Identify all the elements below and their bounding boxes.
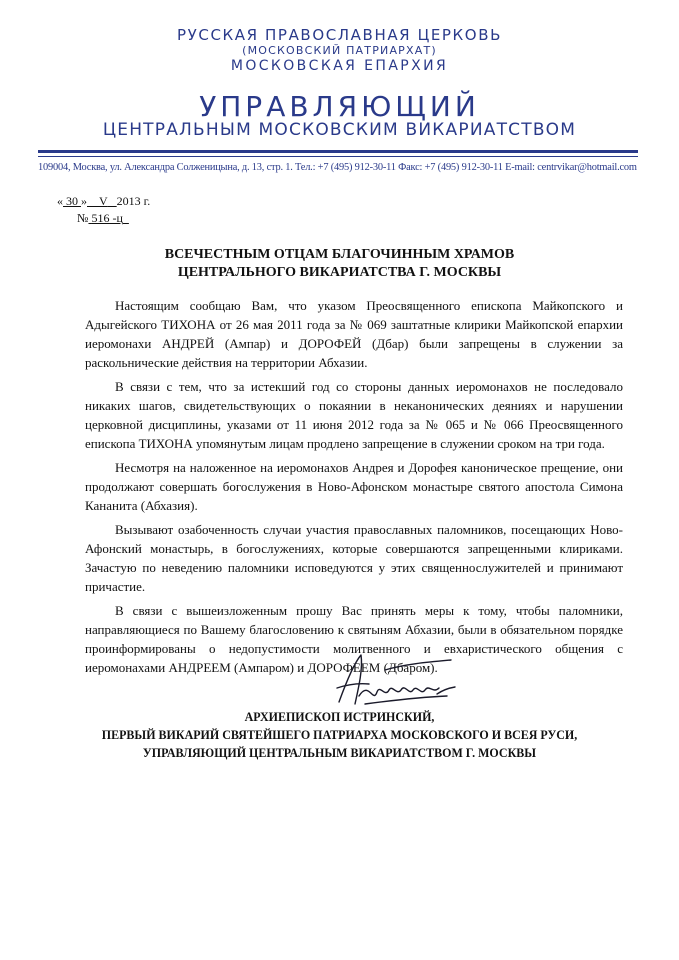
document-number bbox=[77, 211, 129, 226]
signatory-line-3: УПРАВЛЯЮЩИЙ ЦЕНТРАЛЬНЫМ ВИКАРИАТСТВОМ Г. МОСКВЫ bbox=[142, 746, 537, 760]
paragraph: Настоящим сообщаю Вам, что указом Преосвященного епископа Майкопского и Адыгейского ТИХОНА от 26 мая 2011 года за № 069 заштатные клирики Майкопской епархии иеромонахи АНДРЕЙ (Ампар) и ДОРОФЕЙ (Дбар) были запрещены в служении за раскольнические действия на территории Абхазии. bbox=[85, 298, 623, 370]
addressee-title bbox=[0, 246, 679, 282]
paragraph: В связи с тем, что за истекший год со стороны данных иеромонахов не последовало никаких шагов, свидетельствующих о покаянии в неканонических деяниях и нарушении церковной дисциплины, указами от 11 июня 2012 года за № 065 и № 066 Преосвященного епископа ТИХОНА упомянутым лицам продлено запрещение в служении сроком на три года. bbox=[85, 379, 623, 451]
letterhead-office-title: УПРАВЛЯЮЩИЙ bbox=[199, 90, 480, 123]
paragraph: В связи с вышеизложенным прошу Вас принять меры к тому, чтобы паломники, направляющиеся по Вашему благословению к святыням Абхазии, были в обязательном порядке проинформированы о недопустимости молитвенного и евхаристического общения с иеромонахами АНДРЕЕМ (Ампаром) и ДОРОФЕЕМ (Дбаром). bbox=[85, 603, 623, 675]
letter-body bbox=[85, 296, 623, 682]
date-close-quote: » bbox=[81, 194, 87, 208]
document-date bbox=[57, 194, 150, 209]
addressee-line-2: ЦЕНТРАЛЬНОГО ВИКАРИАТСТВА Г. МОСКВЫ bbox=[177, 265, 502, 280]
letterhead-diocese: МОСКОВСКАЯ ЕПАРХИЯ bbox=[230, 58, 449, 74]
paragraph: Вызывают озабоченность случаи участия православных паломников, посещающих Ново-Афонский монастырь, в богослужениях, которые совершаются запрещенными клириками. Зачастую по неведению паломники исповедуются у этих священнослужителей и принимают причастие. bbox=[85, 522, 623, 594]
letterhead-rule-thin bbox=[38, 156, 638, 157]
letterhead-address: 109004, Москва, ул. Александра Солженицына, д. 13, стр. 1. Тел.: +7 (495) 912-30-11 Факс: +7 (495) 912-30-11 E-mail: centrvikar@hotmail.com bbox=[38, 162, 637, 173]
signatory-line-2: ПЕРВЫЙ ВИКАРИЙ СВЯТЕЙШЕГО ПАТРИАРХА МОСКОВСКОГО И ВСЕЯ РУСИ, bbox=[101, 728, 578, 742]
letterhead-rule-thick bbox=[38, 150, 638, 153]
signatory-block bbox=[0, 708, 679, 762]
date-year: 2013 г. bbox=[116, 194, 151, 208]
date-day: 30 bbox=[66, 194, 78, 208]
date-open-quote: « bbox=[57, 194, 63, 208]
date-month: V bbox=[99, 194, 108, 208]
letterhead-office-subtitle: ЦЕНТРАЛЬНЫМ МОСКОВСКИМ ВИКАРИАТСТВОМ bbox=[102, 120, 577, 140]
signatory-line-1: АРХИЕПИСКОП ИСТРИНСКИЙ, bbox=[244, 710, 435, 724]
number-prefix: № bbox=[77, 211, 89, 225]
paragraph: Несмотря на наложенное на иеромонахов Андрея и Дорофея каноническое прещение, они продолжают совершать богослужения в Ново-Афонском монастыре святого апостола Симона Кананита (Абхазия). bbox=[85, 460, 623, 513]
letterhead-patriarchate: (МОСКОВСКИЙ ПАТРИАРХАТ) bbox=[242, 44, 437, 57]
number-value: 516 -ц bbox=[91, 211, 123, 225]
letterhead-church: РУССКАЯ ПРАВОСЛАВНАЯ ЦЕРКОВЬ bbox=[177, 26, 502, 44]
addressee-line-1: ВСЕЧЕСТНЫМ ОТЦАМ БЛАГОЧИННЫМ ХРАМОВ bbox=[164, 247, 515, 262]
